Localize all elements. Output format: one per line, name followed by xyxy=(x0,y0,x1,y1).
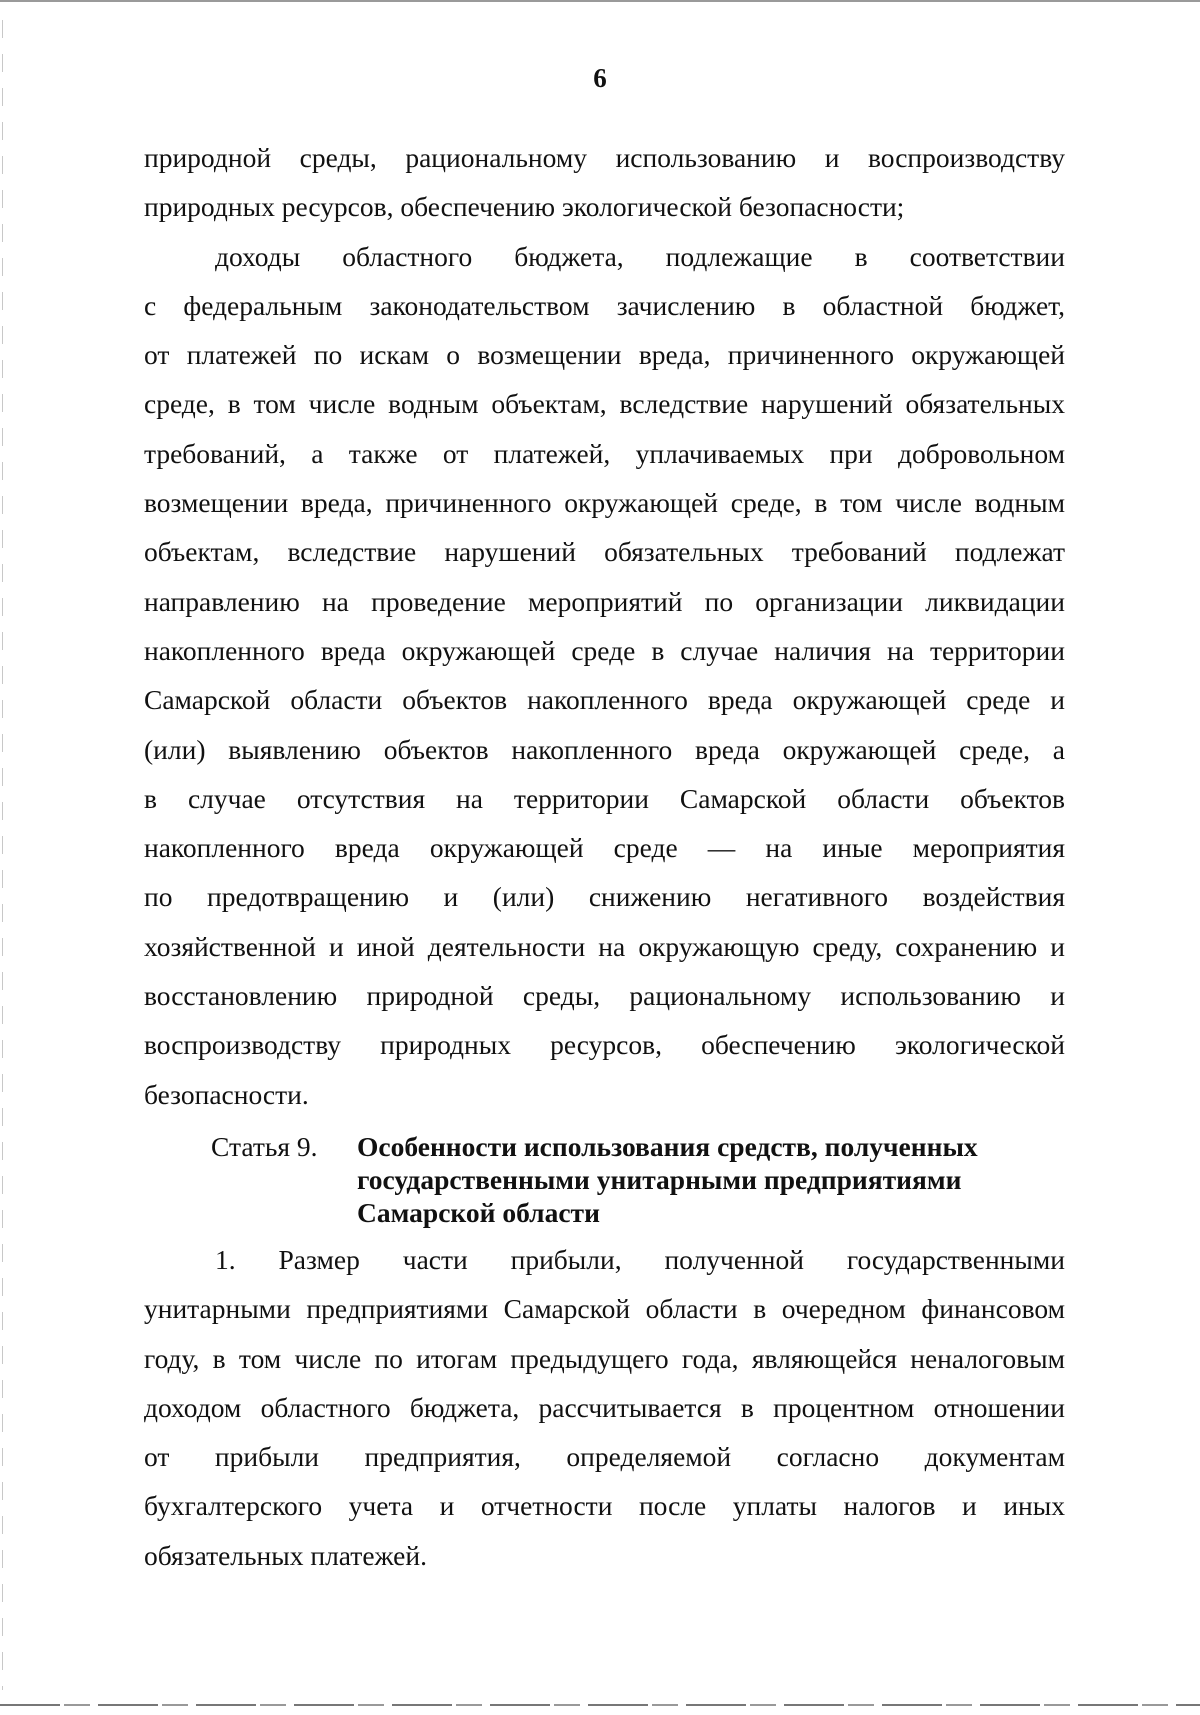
scan-edge-bottom xyxy=(0,1704,1200,1706)
income-paragraph-line: воспроизводству природных ресурсов, обеспечению экологической xyxy=(144,1029,1065,1061)
article-item-line: унитарными предприятиями Самарской области в очередном финансовом xyxy=(144,1293,1065,1325)
income-paragraph-line: накопленного вреда окружающей среде — на иные мероприятия xyxy=(144,832,1065,864)
income-paragraph-line: требований, а также от платежей, уплачиваемых при добровольном xyxy=(144,437,1065,469)
article-9-item-1 xyxy=(144,1235,1065,1580)
income-paragraph-line: с федеральным законодательством зачислению в областной бюджет, xyxy=(144,289,1065,321)
article-title-line: государственными унитарными предприятиями xyxy=(357,1164,962,1195)
page-number: 6 xyxy=(593,63,607,93)
article-item-line: бухгалтерского учета и отчетности после уплаты налогов и иных xyxy=(144,1490,1065,1522)
income-paragraph-line: возмещении вреда, причиненного окружающей среде, в том числе водным xyxy=(144,487,1065,519)
article-item-line: доходом областного бюджета, рассчитывается в процентном отношении xyxy=(144,1391,1065,1423)
income-paragraph-line: в случае отсутствия на территории Самарской области объектов xyxy=(144,782,1065,814)
income-paragraph-line: (или) выявлению объектов накопленного вреда окружающей среде, а xyxy=(144,733,1065,765)
continuation-line: природной среды, рациональному использованию и воспроизводству xyxy=(144,142,1065,173)
continuation-line: природных ресурсов, обеспечению экологической безопасности; xyxy=(144,191,905,223)
income-paragraph-line: хозяйственной и иной деятельности на окружающую среду, сохранению и xyxy=(144,930,1065,962)
income-paragraph-line: накопленного вреда окружающей среде в случае наличия на территории xyxy=(144,634,1065,666)
body-text xyxy=(144,133,1065,1119)
income-paragraph-line: безопасности. xyxy=(144,1078,309,1110)
article-title-line: Самарской области xyxy=(357,1197,600,1228)
article-item-line: 1. Размер части прибыли, полученной государственными xyxy=(215,1244,1065,1275)
income-paragraph-line: доходы областного бюджета, подлежащие в соответствии xyxy=(215,240,1065,272)
income-paragraph-line: Самарской области объектов накопленного вреда окружающей среде и xyxy=(144,684,1065,716)
income-paragraph-line: объектам, вследствие нарушений обязательных требований подлежат xyxy=(144,536,1065,568)
article-title xyxy=(357,1130,1007,1229)
scan-edge-left xyxy=(2,20,3,1690)
income-paragraph-line: среде, в том числе водным объектам, вследствие нарушений обязательных xyxy=(144,388,1065,420)
scan-edge-top xyxy=(0,0,1200,2)
income-paragraph-line: восстановлению природной среды, рациональному использованию и xyxy=(144,980,1065,1012)
article-number: Статья 9. xyxy=(211,1131,318,1162)
article-item-line: от прибыли предприятия, определяемой согласно документам xyxy=(144,1441,1065,1473)
income-paragraph-line: от платежей по искам о возмещении вреда, причиненного окружающей xyxy=(144,339,1065,371)
article-9-heading xyxy=(211,1130,1071,1229)
income-paragraph-line: направлению на проведение мероприятий по организации ликвидации xyxy=(144,585,1065,617)
article-title-line: Особенности использования средств, полученных xyxy=(357,1131,978,1162)
income-paragraph-line: по предотвращению и (или) снижению негативного воздействия xyxy=(144,881,1065,913)
article-item-line: обязательных платежей. xyxy=(144,1539,427,1571)
article-item-line: году, в том числе по итогам предыдущего года, являющейся неналоговым xyxy=(144,1342,1065,1374)
